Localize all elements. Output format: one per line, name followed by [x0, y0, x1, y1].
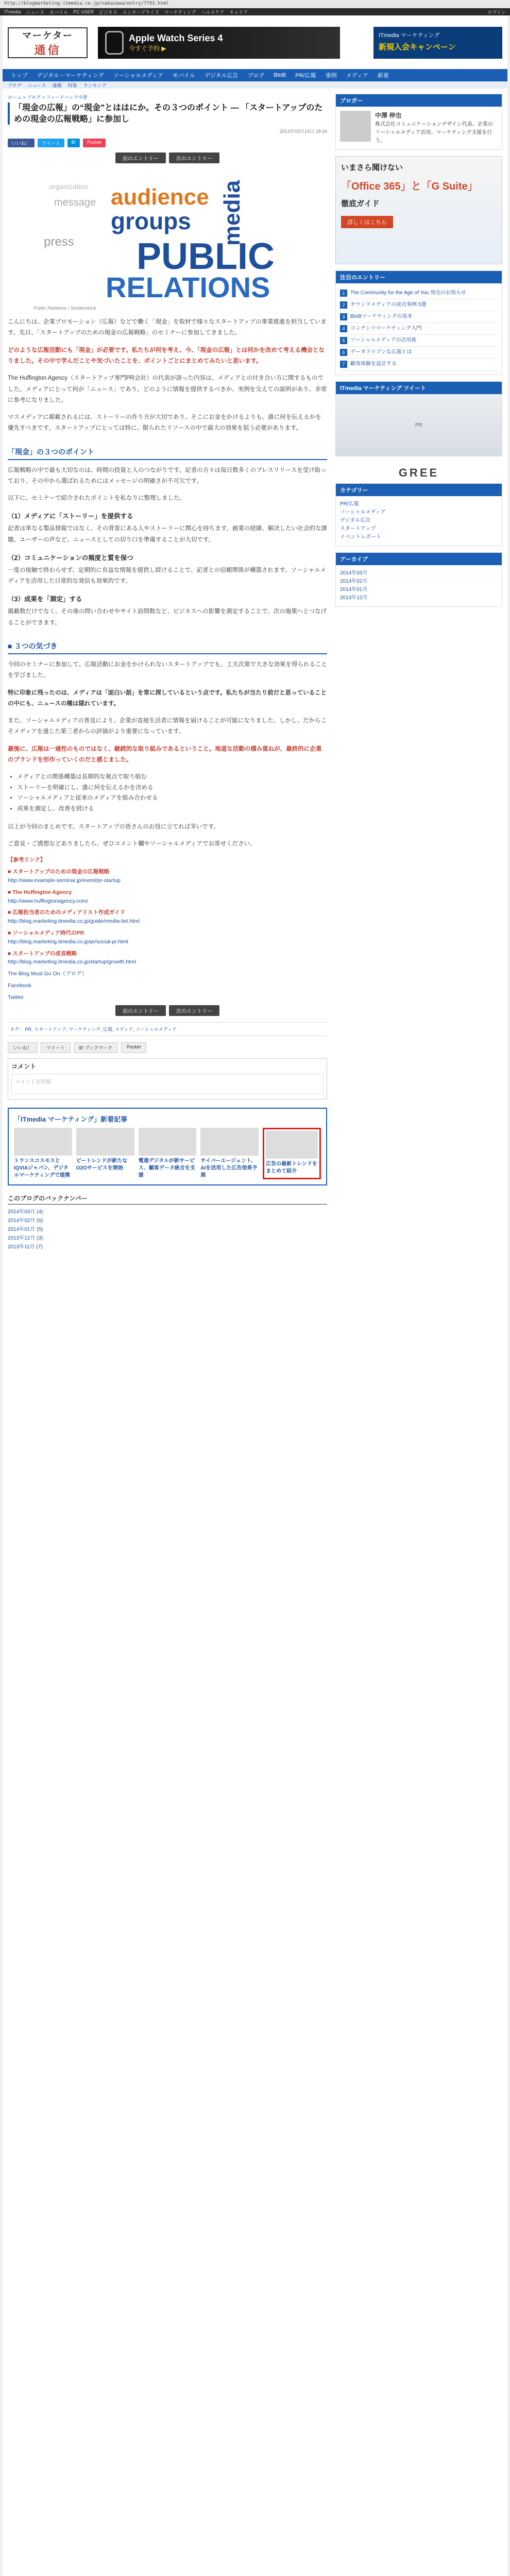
promo-headline: 新規入会キャンペーン — [379, 43, 456, 52]
ranking-item[interactable] — [340, 347, 498, 359]
reference-links — [8, 856, 327, 1002]
topnav-item[interactable]: キャリア — [229, 9, 248, 15]
global-nav — [0, 8, 510, 15]
rank-text: The Community for the Age of You 発売のお知らせ — [350, 290, 466, 296]
ref-label: ■ The Huffington Agency — [8, 889, 72, 895]
rank-text: データドリブンな広報とは — [350, 349, 412, 355]
facebook-like-button[interactable]: いいね！ — [8, 1042, 38, 1053]
related-title: 「ITmedia マーケティング」新着記事 — [14, 1115, 128, 1123]
paragraph: The Huffington Agency（スタートアップ専門PR会社）の代表が語った内容は、メディアとの付き合い方に関するものでした。メディアにとって何が「ニュース」であり、どのように情報を提供するべきか、実例を交えての説明があり、非常に参考になりました。 — [8, 375, 327, 403]
cat-item[interactable]: ブログ — [247, 73, 265, 79]
related-item[interactable] — [139, 1128, 197, 1179]
list-item: • メディアとの関係構築は長期的な視点で取り組む — [17, 772, 327, 783]
list-item: • 成果を測定し、改善を続ける — [17, 804, 327, 815]
breadcrumb[interactable]: ホーム > ブログ > フィードバック中澤 — [8, 95, 88, 100]
author-name[interactable]: 中澤 伸也 — [375, 112, 402, 119]
paragraph: また、ソーシャルメディアの普及により、企業が直接生活者に情報を届けることが可能になりました。しかし、だからこそメディアを通じた第三者からの評価がより重要になっています。 — [8, 718, 327, 735]
category-nav — [3, 69, 507, 81]
archive-link[interactable]: 2014年03月 — [340, 570, 368, 577]
page — [3, 15, 507, 2576]
author-box-title: ブロガー — [336, 94, 502, 107]
logo-line1: マーケター — [22, 30, 74, 41]
gree-logo[interactable]: GREE — [398, 466, 439, 480]
ref-item — [8, 868, 327, 885]
sidebar — [335, 94, 502, 1259]
entry-pager — [8, 152, 327, 163]
facebook-like-button[interactable]: いいね！ — [8, 139, 35, 147]
backlist-item[interactable]: 2014年02月 (6) — [8, 1217, 43, 1224]
cloud-word-relations: RELATIONS — [106, 271, 270, 303]
list-item: • ソーシャルメディアと従来のメディアを組み合わせる — [17, 793, 327, 804]
cat-item[interactable]: モバイル — [173, 73, 196, 79]
archive-link[interactable]: 2014年01月 — [340, 587, 368, 593]
paragraph: 記者は単なる製品情報ではなく、その背景にある人やストーリーに関心を持ちます。創業の経緯、解決したい社会的な課題、ユーザーの声など、ニュースとしての切り口を準備することが大切です。 — [8, 526, 327, 543]
rank-number: 1 — [340, 290, 347, 297]
watch-icon — [105, 31, 124, 55]
hatena-bookmark-button[interactable]: B! ブックマーク — [74, 1042, 118, 1053]
ad-line1: いまさら聞けない — [341, 163, 403, 173]
comment-box — [8, 1058, 327, 1099]
social-buttons — [8, 139, 327, 147]
login-link[interactable]: ログイン — [487, 9, 506, 15]
rank-number: 5 — [340, 337, 347, 344]
comment-input[interactable]: コメントを投稿 — [11, 1074, 324, 1094]
tweet-button[interactable]: ツイート — [41, 1042, 71, 1053]
next-entry-button[interactable]: 次のエントリー — [169, 152, 219, 163]
ranking-item[interactable] — [340, 359, 498, 370]
ref-label: ■ 広報担当者のためのメディアリスト作成ガイド — [8, 909, 125, 916]
cloud-word-message: message — [54, 197, 96, 209]
rank-text: ソーシャルメディアの活用術 — [350, 337, 417, 344]
rank-text: コンテンツマーケティング入門 — [350, 326, 422, 332]
prev-entry-button[interactable]: 前のエントリー — [115, 1005, 166, 1016]
subnav-item[interactable]: 連載 — [52, 83, 62, 88]
ref-link[interactable]: http://www.example-seminar.jp/event/pr-startup — [8, 877, 121, 884]
cloud-word-media: media — [219, 180, 245, 246]
pocket-button[interactable]: Pocket — [83, 139, 106, 147]
topnav-item[interactable]: エンタープライズ — [122, 9, 159, 15]
article-title: 「現金の広報」の“現金”とははにか。その３つのポイント ― 「スタートアップのための現金の広報戦略」に参加し — [8, 103, 327, 125]
ad-line2: 「Office 365」と「G Suite」 — [341, 181, 478, 193]
topnav-item[interactable]: PC USER — [73, 9, 94, 14]
author-twitter-link[interactable]: Twitter — [8, 994, 24, 1001]
backlist-item[interactable]: 2013年12月 (3) — [8, 1235, 43, 1241]
ad-line3: 徹底ガイド — [341, 199, 380, 209]
category-title: カテゴリー — [336, 484, 502, 496]
hero-caption: Public Relations / Shutterstock — [33, 306, 97, 311]
ref-link[interactable]: http://blog.marketing.itmedia.co.jp/startup/growth.html — [8, 959, 137, 965]
related-item[interactable] — [14, 1128, 72, 1179]
cloud-word-groups: groups — [111, 208, 191, 235]
prev-entry-button[interactable]: 前のエントリー — [115, 152, 166, 163]
topnav-item[interactable]: ヘルスケア — [201, 9, 225, 15]
rank-number: 6 — [340, 349, 347, 356]
ranking-item[interactable] — [340, 323, 498, 335]
category-link[interactable]: スタートアップ — [340, 526, 376, 532]
cloud-word-public: PUBLIC — [137, 236, 275, 278]
ranking-box — [335, 270, 502, 375]
section-heading: ■ ３つの気づき — [8, 639, 327, 654]
article-body — [8, 317, 327, 1002]
entry-pager-bottom — [8, 1005, 327, 1016]
header-promo[interactable] — [373, 27, 502, 59]
ref-item — [8, 908, 327, 926]
word-cloud-graphic — [33, 168, 301, 302]
paragraph: 掲載数だけでなく、その後の問い合わせやサイト訪問数など、ビジネスへの影響を測定することで、次の施策へとつなげることができます。 — [8, 608, 327, 626]
ref-link[interactable]: http://www.huffingtonagency.com/ — [8, 897, 89, 904]
cat-item[interactable]: ソーシャルメディア — [113, 73, 164, 79]
rank-number: 2 — [340, 301, 347, 309]
tag-list[interactable]: タグ： PR, スタートアップ, マーケティング, 広報, メディア, ソーシャルメディア — [8, 1022, 327, 1036]
twitter-box — [335, 381, 502, 456]
backlist-item[interactable]: 2014年01月 (5) — [8, 1226, 43, 1232]
site-logo[interactable] — [8, 27, 88, 58]
cloud-word-audience: audience — [111, 184, 209, 210]
author-facebook-link[interactable]: Facebook — [8, 982, 32, 989]
ref-link[interactable]: http://blog.marketing.itmedia.co.jp/pr/social-pr.html — [8, 938, 129, 945]
rank-text: BtoBマーケティングの基本 — [350, 314, 413, 320]
avatar[interactable] — [340, 111, 371, 142]
paragraph: 広報戦略の中で最も大切なのは、時間の投資と人のつながりです。記者の方々は毎日数多くのプレスリリースを受け取っており、その中から選ばれるためにはメッセージの明確さが不可欠です。 — [8, 467, 327, 484]
ranking-title: 注目のエントリー — [336, 271, 502, 283]
ranking-item[interactable] — [340, 287, 498, 299]
next-entry-button[interactable]: 次のエントリー — [169, 1005, 219, 1016]
main-column — [8, 94, 327, 1259]
cat-item[interactable]: PR/広報 — [295, 73, 316, 79]
topnav-item[interactable]: マーケティング — [164, 9, 196, 15]
paragraph: こんにちは、企業プロモーション（広報）などで働く「現金」を取材で様々なスタートアップの事業推進を担当しています。先日、「スタートアップのための現金の広報戦略」のセミナーに参加してきました。 — [8, 319, 327, 336]
rank-text: オウンドメディアの成功事例 5選 — [350, 302, 427, 308]
sidebar-ad[interactable] — [335, 156, 502, 264]
ranking-item[interactable] — [340, 299, 498, 311]
cat-item[interactable]: デジタル広告 — [205, 73, 239, 79]
related-item-title: ビートレンドが新たなO2Oサービスを開始 — [76, 1158, 128, 1171]
list-item: • ストーリーを明確にし、誰に何を伝えるかを決める — [17, 783, 327, 793]
category-box — [335, 483, 502, 546]
cat-item[interactable]: 新着 — [377, 73, 389, 79]
address-bar[interactable]: http://blogmarketing.itmedia.co.jp/nakazawa/entry/7793.html — [0, 0, 510, 8]
ref-label: ■ ソーシャルメディア時代のPR — [8, 929, 84, 936]
author-link[interactable] — [8, 993, 327, 1002]
related-thumbnail — [266, 1131, 318, 1159]
ad-cta-button[interactable]: 詳しくはこちら — [341, 216, 393, 228]
related-item-highlighted[interactable] — [263, 1128, 321, 1179]
archive-box — [335, 552, 502, 607]
ref-item — [8, 950, 327, 967]
category-link[interactable]: ソーシャルメディア — [340, 510, 386, 516]
related-item-title: 電通デジタルが新サービス、顧客データ統合を支援 — [138, 1158, 195, 1178]
site-header — [3, 15, 507, 69]
paragraph: 以下に、セミナーで紹介されたポイントを私なりに整理しました。 — [8, 495, 185, 502]
ad-title: Apple Watch Series 4 — [129, 33, 223, 43]
paragraph: 一度の接触で終わらせず、定期的に有益な情報を提供し続けることで、記者との信頼関係が構築されます。ソーシャルメディアを活用した日常的な発信も効果的です。 — [8, 567, 326, 585]
pocket-button[interactable]: Pocket — [121, 1042, 147, 1053]
author-blog-link[interactable]: The Blog Must Go On（ブログ） — [8, 971, 88, 977]
twitter-box-title: ITmedia マーケティング ツイート — [336, 382, 502, 394]
archive-title: アーカイブ — [336, 553, 502, 565]
comment-title: コメント — [11, 1062, 37, 1070]
cat-item[interactable]: デジタル・マーケティング — [37, 73, 104, 79]
paragraph: マスメディアに掲載されるには、ストーリーの作り方が大切であり、そこにお金をかけるよりも、誰に何を伝えるかを優先すべきです。スタートアップにとっては特に、限られたリソースの中で最大の効果を狙う必要があります。 — [8, 414, 321, 432]
share-bar — [8, 1042, 327, 1053]
category-link[interactable]: デジタル広告 — [340, 518, 371, 524]
related-articles — [8, 1108, 327, 1185]
header-ad-banner[interactable] — [98, 27, 340, 59]
ref-label: ■ スタートアップのための現金の広報戦略 — [8, 869, 110, 875]
related-item-title: サイバーエージェント、AIを活用した広告効果予測 — [200, 1158, 258, 1178]
rank-number: 4 — [340, 325, 347, 332]
paragraph: ご意見・ご感想などありましたら、ぜひコメント欄やソーシャルメディアでお寄せください。 — [8, 841, 256, 848]
ref-item — [8, 929, 327, 946]
category-link[interactable]: イベントレポート — [340, 534, 381, 540]
archive-link[interactable]: 2014年02月 — [340, 579, 368, 585]
cloud-word-organization: organization — [49, 182, 89, 191]
portrait-ad[interactable]: PR — [336, 394, 502, 456]
category-link[interactable]: PR/広報 — [340, 501, 359, 507]
rank-number: 3 — [340, 313, 347, 320]
rank-number: 7 — [340, 361, 347, 368]
related-item-title: 広告の最新トレンドをまとめて紹介 — [266, 1161, 317, 1174]
subsection-heading: （1）メディアに「ストーリー」を提供する — [8, 513, 133, 520]
subsection-heading: （2）コミュニケーションの頻度と質を保つ — [8, 554, 133, 562]
hero-image — [33, 168, 301, 302]
backlist-title: このブログのバックナンバー — [8, 1194, 327, 1205]
subnav-item[interactable]: 特集 — [67, 83, 77, 88]
cat-item[interactable]: BtoB — [274, 72, 286, 78]
promo-label: ITmedia マーケティング — [379, 32, 440, 39]
archive-link[interactable]: 2013年12月 — [340, 595, 368, 601]
paragraph: 以上が今回のまとめです。スタートアップの皆さんのお役に立てれば幸いです。 — [8, 823, 220, 830]
related-thumbnail — [14, 1128, 72, 1156]
back-number-list — [8, 1194, 327, 1251]
bullet-list — [17, 772, 327, 815]
backlist-item[interactable]: 2014年03月 (4) — [8, 1209, 43, 1215]
cloud-word-press: press — [44, 235, 74, 249]
sub-nav — [3, 81, 507, 89]
logo-line2: 通信 — [34, 43, 61, 57]
topnav-item[interactable]: ビジネス — [99, 9, 117, 15]
backlist-item[interactable]: 2013年11月 (7) — [8, 1244, 43, 1250]
author-box — [335, 94, 502, 150]
subsection-heading: （3）成果を「測定」する — [8, 596, 82, 603]
topnav-item[interactable]: ITmedia — [4, 9, 21, 14]
author-link[interactable] — [8, 970, 327, 978]
topnav-item[interactable]: モバイル — [49, 9, 69, 15]
tweet-button[interactable]: ツイート — [38, 139, 64, 147]
ref-label: ■ スタートアップの成長戦略 — [8, 950, 77, 957]
related-item[interactable] — [200, 1128, 259, 1179]
author-link[interactable] — [8, 981, 327, 990]
paragraph: どのような広報活動にも「現金」が必要です。私たちが何を考え、今、「現金の広報」とは何かを改めて考える機会となりました。その中で学んだことや気づいたことを、ポイントごとにまとめてみたいと思います。 — [8, 347, 325, 364]
cat-item[interactable]: メディア — [346, 73, 368, 79]
paragraph: 特に印象に残ったのは、メディアは「面白い話」を常に探しているという点です。私たちが当たり前だと思っていることの中にも、ニュースの種は隠れています。 — [8, 689, 327, 707]
paragraph: 最後に、広報は一過性のものではなく、継続的な取り組みであるということ。地道な活動の積み重ねが、最終的に企業のブランドを形作っていくのだと感じました。 — [8, 745, 322, 763]
ranking-item[interactable] — [340, 311, 498, 323]
author-description: 株式会社コミュニケーションデザイン代表。企業のソーシャルメディア活用、マーケティング支援を行う。 — [375, 122, 493, 144]
cat-item[interactable]: トップ — [11, 73, 28, 79]
related-thumbnail — [200, 1128, 259, 1156]
ref-link[interactable]: http://blog.marketing.itmedia.co.jp/guide/media-list.html — [8, 918, 140, 925]
ad-cta: 今すぐ予約 ▶ — [129, 45, 166, 52]
ref-item — [8, 888, 327, 906]
topnav-item[interactable]: ニュース — [26, 9, 45, 15]
article-date: 2014年03月19日 18:34 — [279, 129, 327, 134]
related-item[interactable] — [76, 1128, 134, 1179]
related-thumbnail — [139, 1128, 197, 1156]
refs-title: 【参考リンク】 — [8, 857, 46, 863]
related-item-title: トランスコスモスとIQVIAジャパン、デジタルマーケティングで提携 — [14, 1158, 70, 1178]
related-thumbnail — [76, 1128, 134, 1156]
subnav-item[interactable]: ニュース — [28, 83, 46, 88]
section-heading: 「現金」の３つのポイント — [8, 445, 327, 460]
ranking-item[interactable] — [340, 335, 498, 347]
paragraph: 今回のセミナーに参加して、広報活動にお金をかけられないスタートアップでも、工夫次第で大きな効果を得られることを学びました。 — [8, 661, 327, 679]
cat-item[interactable]: 事例 — [325, 73, 337, 79]
hatena-bookmark-button[interactable]: B! — [67, 139, 80, 147]
subnav-item[interactable]: ブログ — [8, 83, 22, 88]
rank-text: 顧客体験を設計する — [350, 361, 397, 367]
subnav-item[interactable]: ランキング — [83, 83, 107, 88]
